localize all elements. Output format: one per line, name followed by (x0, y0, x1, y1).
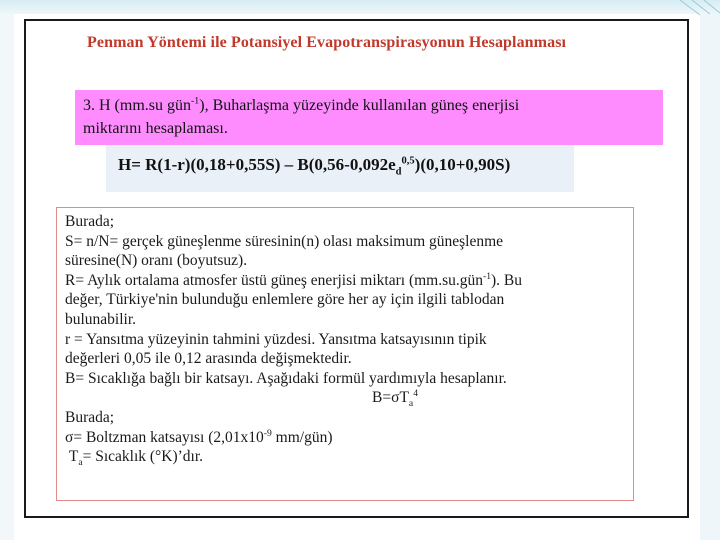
step-line-2: miktarını hesaplaması. (83, 120, 228, 137)
ta-definition: $T_a=$ Sıcaklık (°K)’dır. (68, 448, 204, 469)
step-line-1: 3. H (mm.su gün$^{-1}$), Buharlaşma yüzeyinde kullanılan güneş enerjisi (83, 95, 520, 114)
step-heading-box (75, 90, 663, 145)
sigma-definition: σ= Boltzman katsayısı ($2,01x10^{-9}$ mm/gün) (65, 427, 333, 446)
r-definition-line-2: değerleri 0,05 ile 0,12 arasında değişmektedir. (65, 350, 352, 368)
B-formula: $B=\sigma T_a^4$ (372, 388, 418, 410)
R-definition-line-2: değer, Türkiye'nin bulunduğu enlemlere göre her ay için ilgili tablodan (65, 291, 505, 309)
slide-title: Penman Yöntemi ile Potansiyel Evapotranspirasyonun Hesaplanması (87, 34, 567, 51)
R-definition-line-3: bulunabilir. (65, 310, 137, 328)
B-definition-line: B= Sıcaklığa bağlı bir katsayı. Aşağıdaki formül yardımıyla hesaplanır. (65, 369, 507, 387)
top-decoration-bar (0, 0, 720, 14)
burada-label-2: Burada; (65, 408, 115, 426)
explanation-box (56, 207, 634, 501)
r-definition-line-1: r = Yansıtma yüzeyinin tahmini yüzdesi. Yansıtma katsayısının tipik (65, 330, 487, 348)
main-formula: $H= R(1-r)(0,18+0,55S) - B(0,56-0,092e_d^{0,5})(0,10+0,90S)$ (106, 145, 574, 192)
s-definition-line-1: S= n/N= gerçek güneşlenme süresinin(n) olası maksimum güneşlenme (65, 232, 504, 250)
right-decoration-bar (700, 14, 720, 540)
left-decoration-bar (0, 14, 14, 540)
R-definition-line-1: R= Aylık ortalama atmosfer üstü güneş enerjisi miktarı (mm.su.gün$^{-1}$). Bu (65, 270, 523, 289)
burada-label: Burada; (65, 213, 115, 230)
s-definition-line-2: süresine(N) oranı (boyutsuz). (65, 252, 248, 270)
